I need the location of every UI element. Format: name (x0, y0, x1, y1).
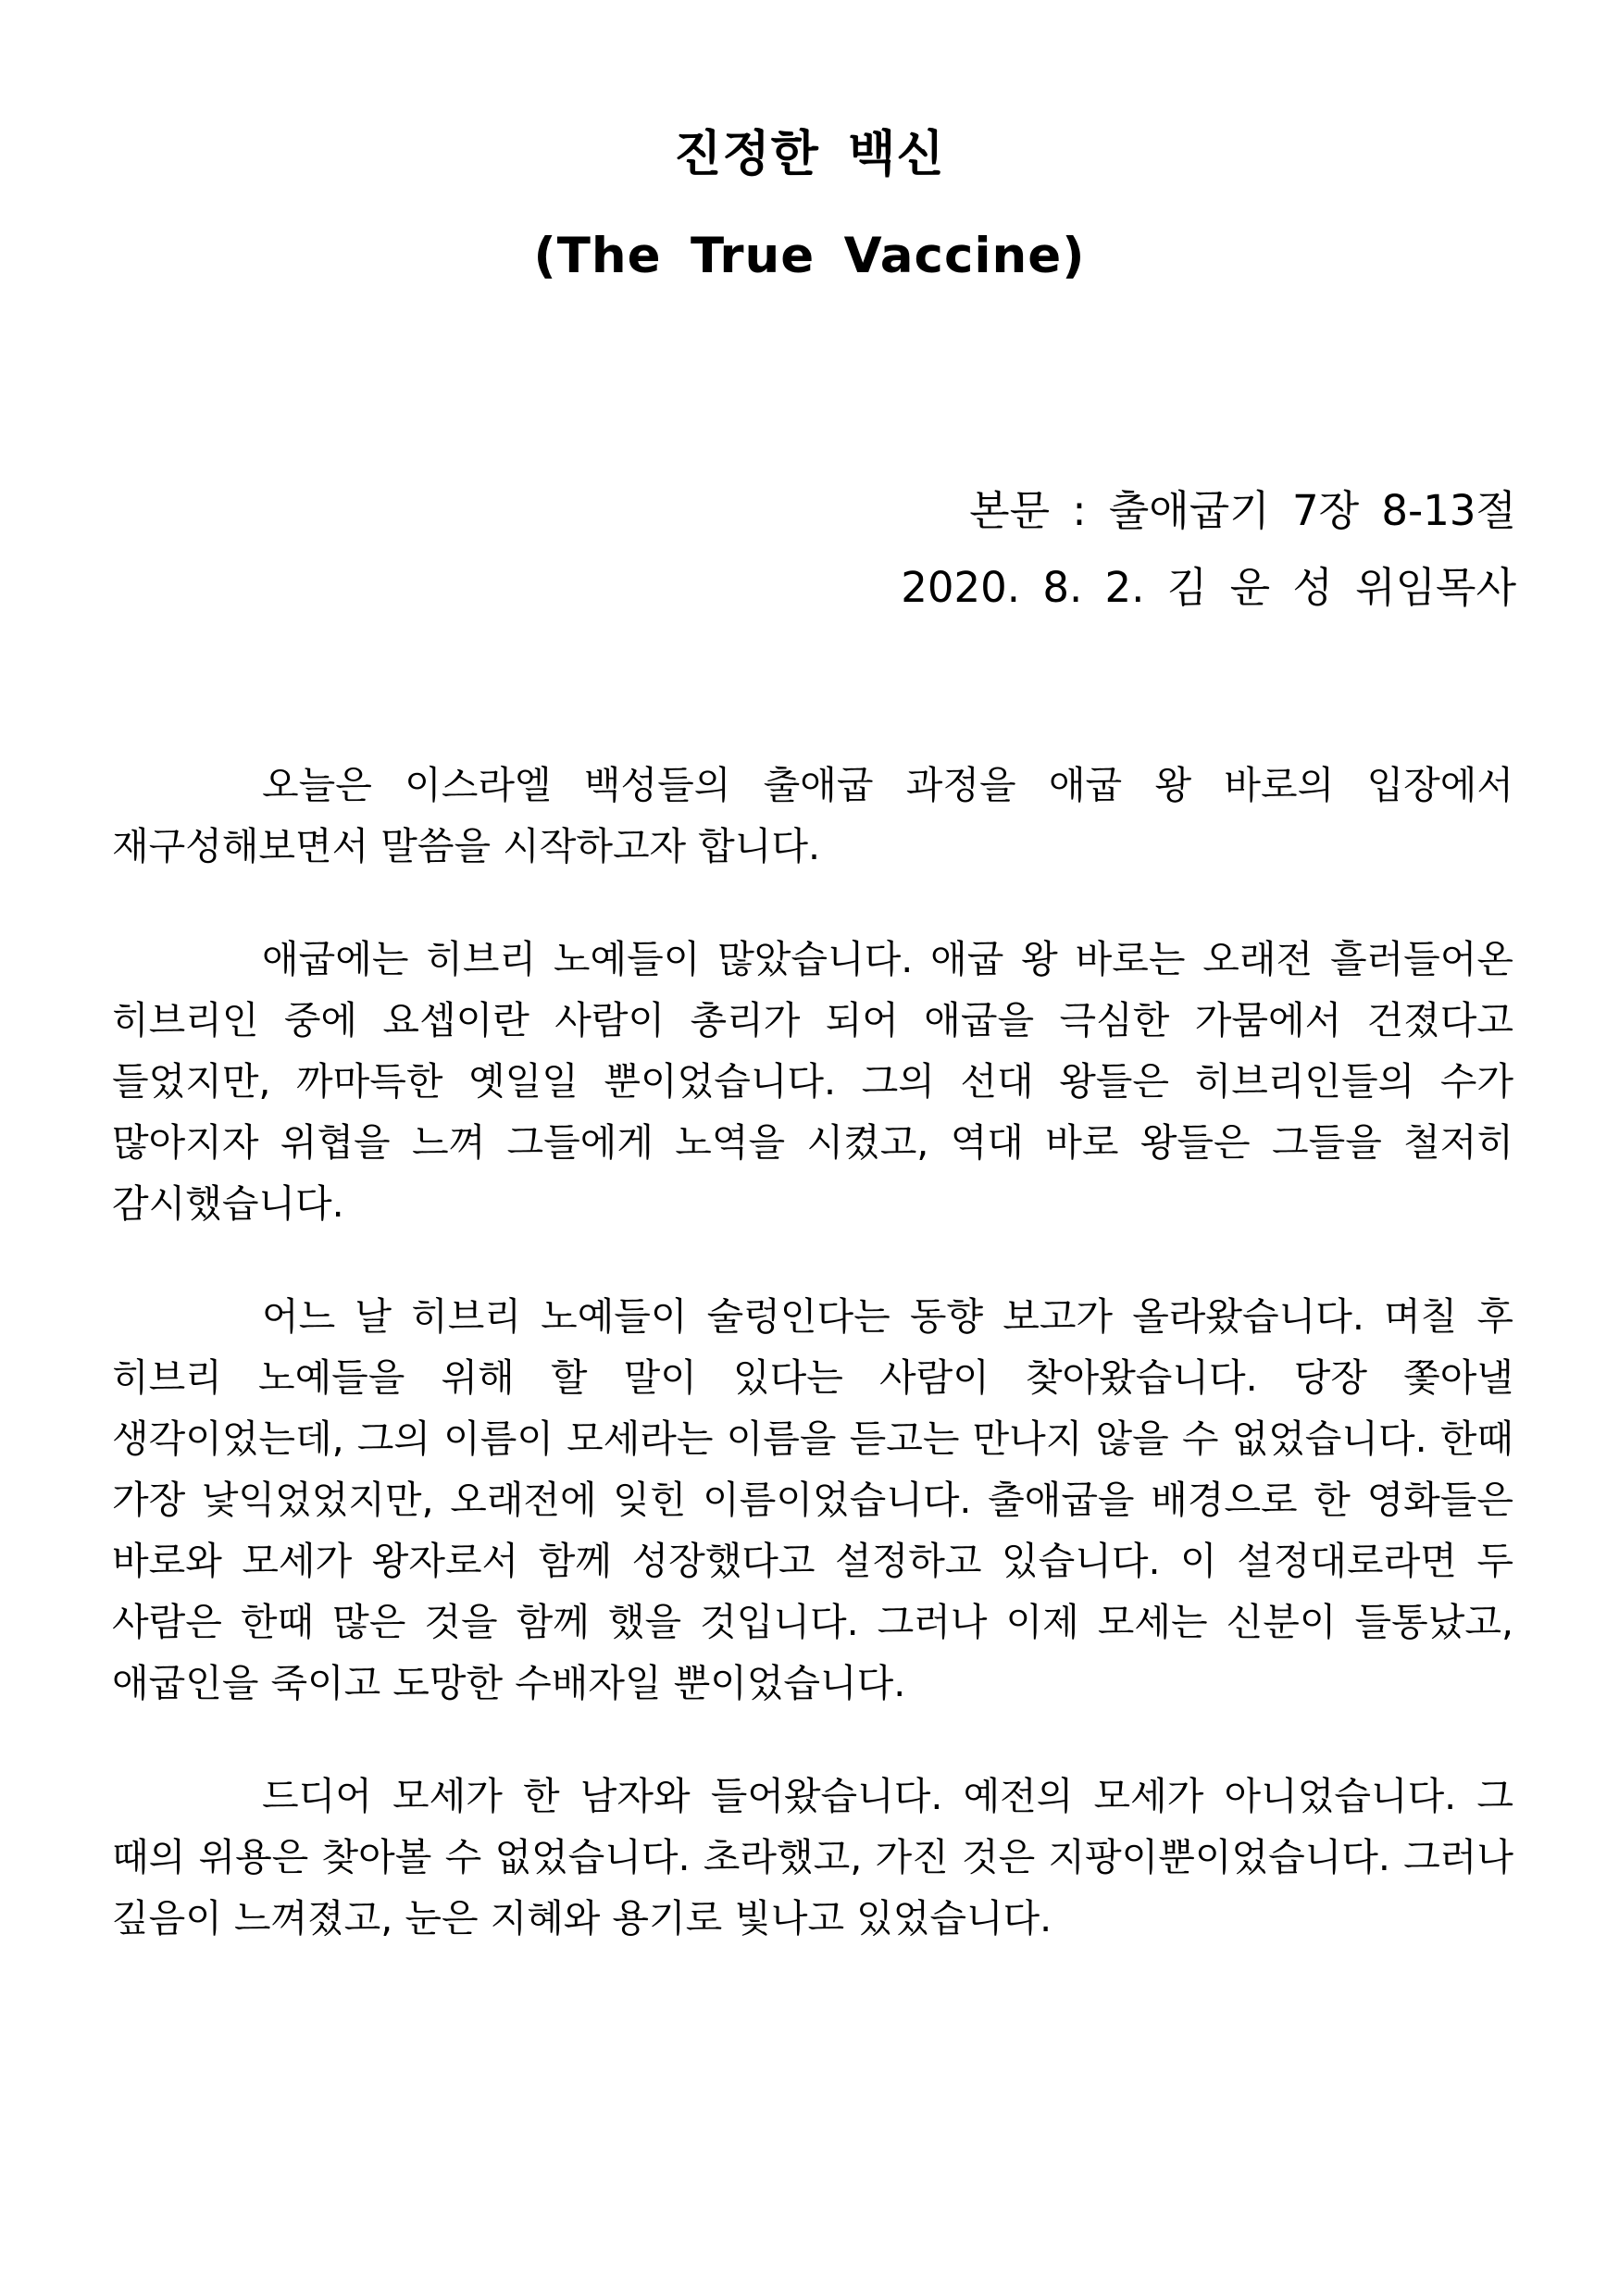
title-block (0, 104, 1619, 307)
sermon-meta (901, 472, 1516, 626)
page-subtitle: (The True Vaccine) (533, 228, 1086, 284)
page-title: 진정한 백신 (674, 126, 945, 182)
paragraph-4: 드디어 모세가 한 남자와 들어왔습니다. 예전의 모세가 아니었습니다. 그 때의 위용은 찾아볼 수 없었습니다. 초라했고, 가진 것은 지팡이뿐이었습니다. 그러나 깊음이 느껴졌고, 눈은 지혜와 용기로 빛나고 있었습니다. (112, 1774, 1513, 1940)
scripture-reference: 본문 : 출애굽기 7장 8-13절 (969, 486, 1516, 535)
paragraph-3: 어느 날 히브리 노예들이 술렁인다는 동향 보고가 올라왔습니다. 며칠 후 히브리 노예들을 위해 할 말이 있다는 사람이 찾아왔습니다. 당장 쫓아낼 생각이었는데, 그의 이름이 모세라는 이름을 듣고는 만나지 않을 수 없었습니다. 한때 가장 낯익었었지만, 오래전에 잊힌 이름이었습니다. 출애굽을 배경으로 한 영화들은 바로와 모세가 왕자로서 함께 성장했다고 설정하고 있습니다. 이 설정대로라면 두 사람은 한때 많은 것을 함께 했을 것입니다. 그러나 이제 모세는 신분이 들통났고, 애굽인을 죽이고 도망한 수배자일 뿐이었습니다. (112, 1294, 1513, 1705)
date-and-author: 2020. 8. 2. 김 운 성 위임목사 (901, 563, 1516, 612)
paragraph-2: 애굽에는 히브리 노예들이 많았습니다. 애굽 왕 바로는 오래전 흘러들어온 히브리인 중에 요셉이란 사람이 총리가 되어 애굽을 극심한 가뭄에서 건졌다고 들었지만, 까마득한 옛일일 뿐이었습니다. 그의 선대 왕들은 히브리인들의 수가 많아지자 위협을 느껴 그들에게 노역을 시켰고, 역대 바로 왕들은 그들을 철저히 감시했습니다. (112, 937, 1513, 1226)
paragraph-1: 오늘은 이스라엘 백성들의 출애굽 과정을 애굽 왕 바로의 입장에서 재구성해보면서 말씀을 시작하고자 합니다. (112, 763, 1513, 868)
sermon-body (112, 755, 1513, 2001)
